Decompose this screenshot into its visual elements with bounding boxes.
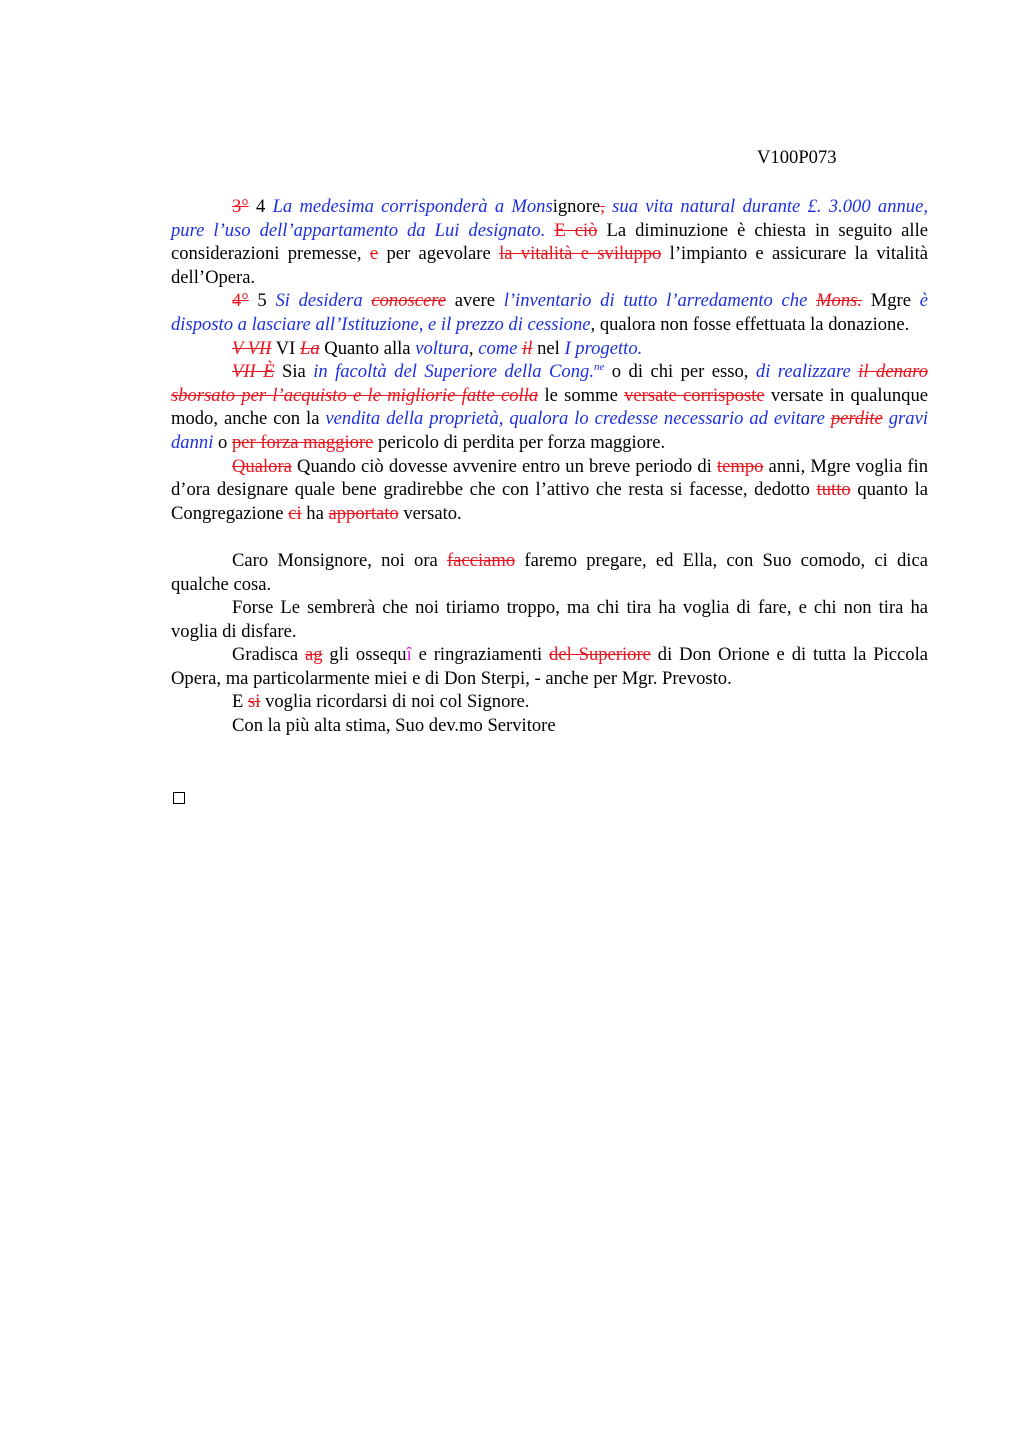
deleted-text: si xyxy=(248,691,261,713)
paragraph xyxy=(171,690,928,714)
paragraph xyxy=(171,195,928,289)
page-identifier: V100P073 xyxy=(757,147,837,168)
text-run: quanto la Congregazione xyxy=(171,479,929,524)
text-run: Gradisca xyxy=(232,644,305,666)
paragraph xyxy=(171,549,928,596)
text-run: o di chi per esso, xyxy=(604,361,756,383)
paragraph xyxy=(171,360,928,454)
text-run: Mgre xyxy=(862,290,920,312)
text-run: e ringraziamenti xyxy=(411,644,550,666)
letter-body xyxy=(171,195,928,738)
deleted-text: del Superiore xyxy=(549,644,651,666)
text-run: Con la più alta stima, Suo dev.mo Servitore xyxy=(232,715,556,737)
text-run: versate in qualunque modo, anche con la xyxy=(171,384,928,430)
deleted-text: perdite xyxy=(830,408,883,430)
inserted-text: è disposto a lasciare all’Istituzione, e il prezzo di cessione xyxy=(171,290,928,335)
deleted-text: Qualora xyxy=(232,455,292,477)
deleted-text: Mons. xyxy=(816,290,863,312)
deleted-text: La xyxy=(300,337,320,359)
text-run: di Don Orione e di tutta la Piccola Opera, ma particolarmente miei e di Don Sterpi, - anche per Mgr. Prevosto. xyxy=(171,644,928,689)
text-run: pericolo di perdita per forza maggiore. xyxy=(373,431,666,453)
paragraph xyxy=(171,596,928,643)
deleted-text: ci xyxy=(288,502,302,524)
inserted-text: gravi danni xyxy=(171,408,928,453)
text-run: La diminuzione è chiesta in seguito alle considerazioni premesse, xyxy=(171,219,928,265)
text-run: voglia ricordarsi di noi col Signore. xyxy=(260,691,530,713)
deleted-text: apportato xyxy=(328,502,399,524)
text-run: 5 xyxy=(248,290,276,312)
text-run: gli ossequ xyxy=(322,644,407,666)
paragraph-gap xyxy=(171,525,928,549)
paragraph xyxy=(171,455,928,526)
deleted-text: 4° xyxy=(232,290,249,312)
deleted-text: , xyxy=(600,196,605,217)
inserted-text: vendita della proprietà, qualora lo credesse necessario ad evitare xyxy=(325,408,825,430)
deleted-text: facciamo xyxy=(447,549,516,571)
text-run: VI xyxy=(271,337,301,359)
deleted-text: il xyxy=(522,337,533,359)
text-run: Quanto alla xyxy=(319,337,416,359)
paragraph xyxy=(171,289,928,336)
deleted-text: versate corrisposte xyxy=(624,384,765,406)
deleted-text: tempo xyxy=(716,455,764,477)
text-run: faremo pregare, ed Ella, con Suo comodo, ci dica qualche cosa. xyxy=(171,549,928,595)
text-run: anni, Mgre voglia fin d’ora designare quale bene gradirebbe che con l’attivo che resta si facesse, dedotto xyxy=(171,455,928,501)
deleted-text: VII È xyxy=(232,361,275,383)
text-run: E xyxy=(232,691,249,713)
text-run: per agevolare xyxy=(378,243,500,265)
inserted-text: l’inventario di tutto l’arredamento che xyxy=(503,290,808,312)
paragraph xyxy=(171,714,928,738)
text-run: avere xyxy=(446,290,504,312)
deleted-text: tutto xyxy=(816,479,851,501)
text-run: 4 xyxy=(248,196,273,217)
inserted-text: I progetto. xyxy=(564,337,643,359)
text-run: nel xyxy=(532,337,565,359)
text-run: o xyxy=(213,431,232,453)
inserted-text: sua vita natural durante £. 3.000 annue, pure l’uso dell’appartamento da Lui designato. xyxy=(171,196,929,241)
deleted-text: la vitalità e sviluppo xyxy=(499,243,662,265)
deleted-text: e xyxy=(369,243,379,265)
text-run: versato. xyxy=(398,502,462,524)
text-run: ignore xyxy=(552,196,601,217)
text-run: Forse Le sembrerà che noi tiriamo troppo, ma chi tira ha voglia di fare, e chi non tira ha voglia di disfare. xyxy=(171,597,928,642)
inserted-text: La medesima corrisponderà a Mons xyxy=(272,196,553,217)
text-run: ha xyxy=(301,502,329,524)
text-run: Sia xyxy=(274,361,314,383)
text-run: , xyxy=(468,337,479,359)
text-run: le somme xyxy=(538,384,625,406)
paragraph xyxy=(171,337,928,361)
inserted-superscript: ne xyxy=(593,360,605,373)
inserted-text: come xyxy=(478,337,518,359)
text-run: Quando ciò dovesse avvenire entro un breve periodo di xyxy=(291,455,717,477)
text-run xyxy=(807,290,816,311)
end-marker-box xyxy=(173,792,185,804)
inserted-text: di realizzare xyxy=(755,361,851,383)
text-run: Caro Monsignore, noi ora xyxy=(232,549,448,571)
text-run: l’impianto e assicurare la vitalità dell’Opera. xyxy=(171,243,928,288)
inserted-text: voltura xyxy=(415,337,469,359)
marked-character: î xyxy=(406,644,412,666)
inserted-text: in facoltà del Superiore della Cong. xyxy=(313,361,594,383)
deleted-text: E ciò xyxy=(554,219,598,241)
deleted-text: per forza maggiore xyxy=(231,431,374,453)
deleted-text: 3° xyxy=(232,196,249,217)
deleted-text: ag xyxy=(304,644,323,666)
inserted-text: Si desidera xyxy=(275,290,363,312)
deleted-text: conoscere xyxy=(371,290,447,312)
paragraph xyxy=(171,643,928,690)
deleted-text: il denaro sborsato per l’acquisto e le migliorie fatte colla xyxy=(171,361,929,406)
text-run: , qualora non fosse effettuata la donazione. xyxy=(590,313,910,335)
deleted-text: V VII xyxy=(232,337,272,359)
